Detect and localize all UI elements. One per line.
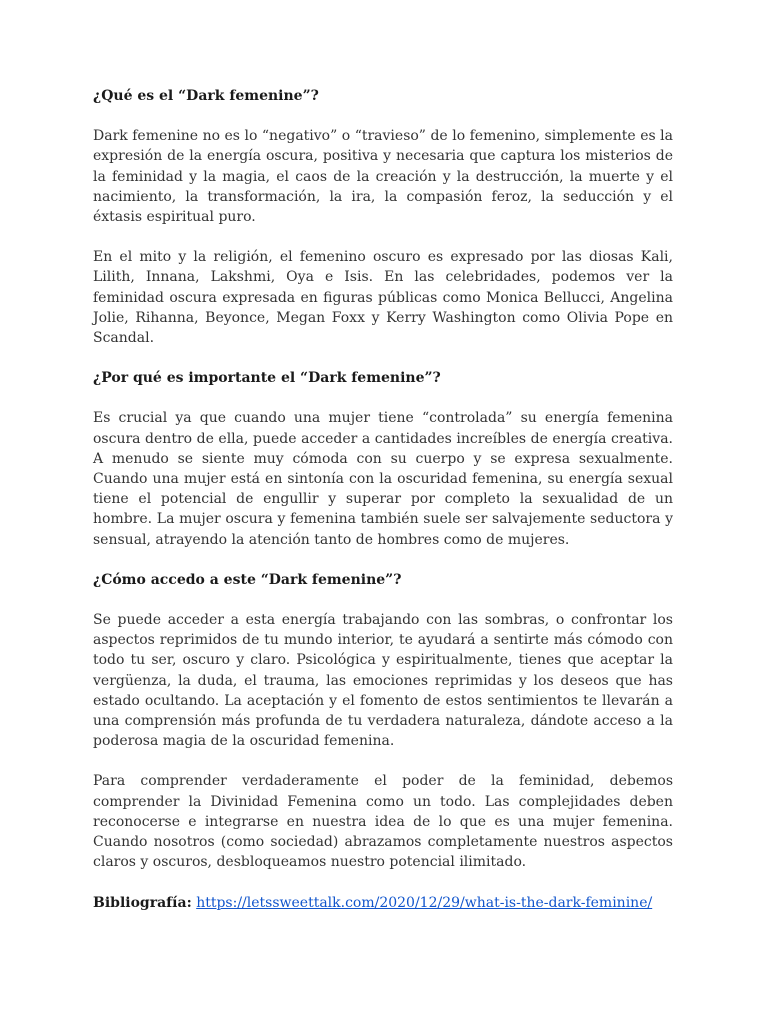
- section-heading-why-important: ¿Por qué es importante el “Dark femenine”?: [93, 370, 441, 387]
- document-page: [93, 86, 673, 913]
- paragraph: Es crucial ya que cuando una mujer tiene “controlada” su energía femenina oscura dentro de ella, puede acceder a cantidades increíbles de energía creativa. A menudo se siente muy cómoda con su cuerpo y se expresa sexualmente. Cuando una mujer está en sintonía con la oscuridad femenina, su energía sexual tiene el potencial de engullir y superar por completo la sexualidad de un hombre. La mujer oscura y femenina también suele ser salvajemente seductora y sensual, atrayendo la atención tanto de hombres como de mujeres.: [93, 410, 673, 548]
- paragraph: Se puede acceder a esta energía trabajando con las sombras, o confrontar los aspectos reprimidos de tu mundo interior, te ayudará a sentirte más cómodo con todo tu ser, oscuro y claro. Psicológica y espiritualmente, tienes que aceptar la vergüenza, la duda, el trauma, las emociones reprimidas y los deseos que has estado ocultando. La aceptación y el fomento de estos sentimientos te llevarán a una comprensión más profunda de tu verdadera naturaleza, dándote acceso a la poderosa magia de la oscuridad femenina.: [93, 612, 673, 750]
- section-heading-what-is: ¿Qué es el “Dark femenine”?: [93, 88, 319, 104]
- bibliography-label: Bibliografía:: [93, 894, 192, 911]
- bibliography: [93, 893, 673, 913]
- paragraph: En el mito y la religión, el femenino oscuro es expresado por las diosas Kali, Lilith, Innana, Lakshmi, Oya e Isis. En las celebridades, podemos ver la feminidad oscura expresada en figuras públicas como Monica Bellucci, Angelina Jolie, Rihanna, Beyonce, Megan Foxx y Kerry Washington como Olivia Pope en Scandal.: [93, 249, 673, 347]
- bibliography-link[interactable]: https://letssweettalk.com/2020/12/29/what-is-the-dark-feminine/: [196, 894, 653, 911]
- section-heading-how-to-access: ¿Cómo accedo a este “Dark femenine”?: [93, 571, 402, 588]
- paragraph: Dark femenine no es lo “negativo” o “travieso” de lo femenino, simplemente es la expresión de la energía oscura, positiva y necesaria que captura los misterios de la feminidad y la magia, el caos de la creación y la destrucción, la muerte y el nacimiento, la transformación, la ira, la compasión feroz, la seducción y el éxtasis espiritual puro.: [93, 128, 673, 226]
- paragraph: Para comprender verdaderamente el poder de la feminidad, debemos comprender la Divinidad Femenina como un todo. Las complejidades deben reconocerse e integrarse en nuestra idea de lo que es una mujer femenina. Cuando nosotros (como sociedad) abrazamos completamente nuestros aspectos claros y oscuros, desbloqueamos nuestro potencial ilimitado.: [93, 773, 673, 871]
